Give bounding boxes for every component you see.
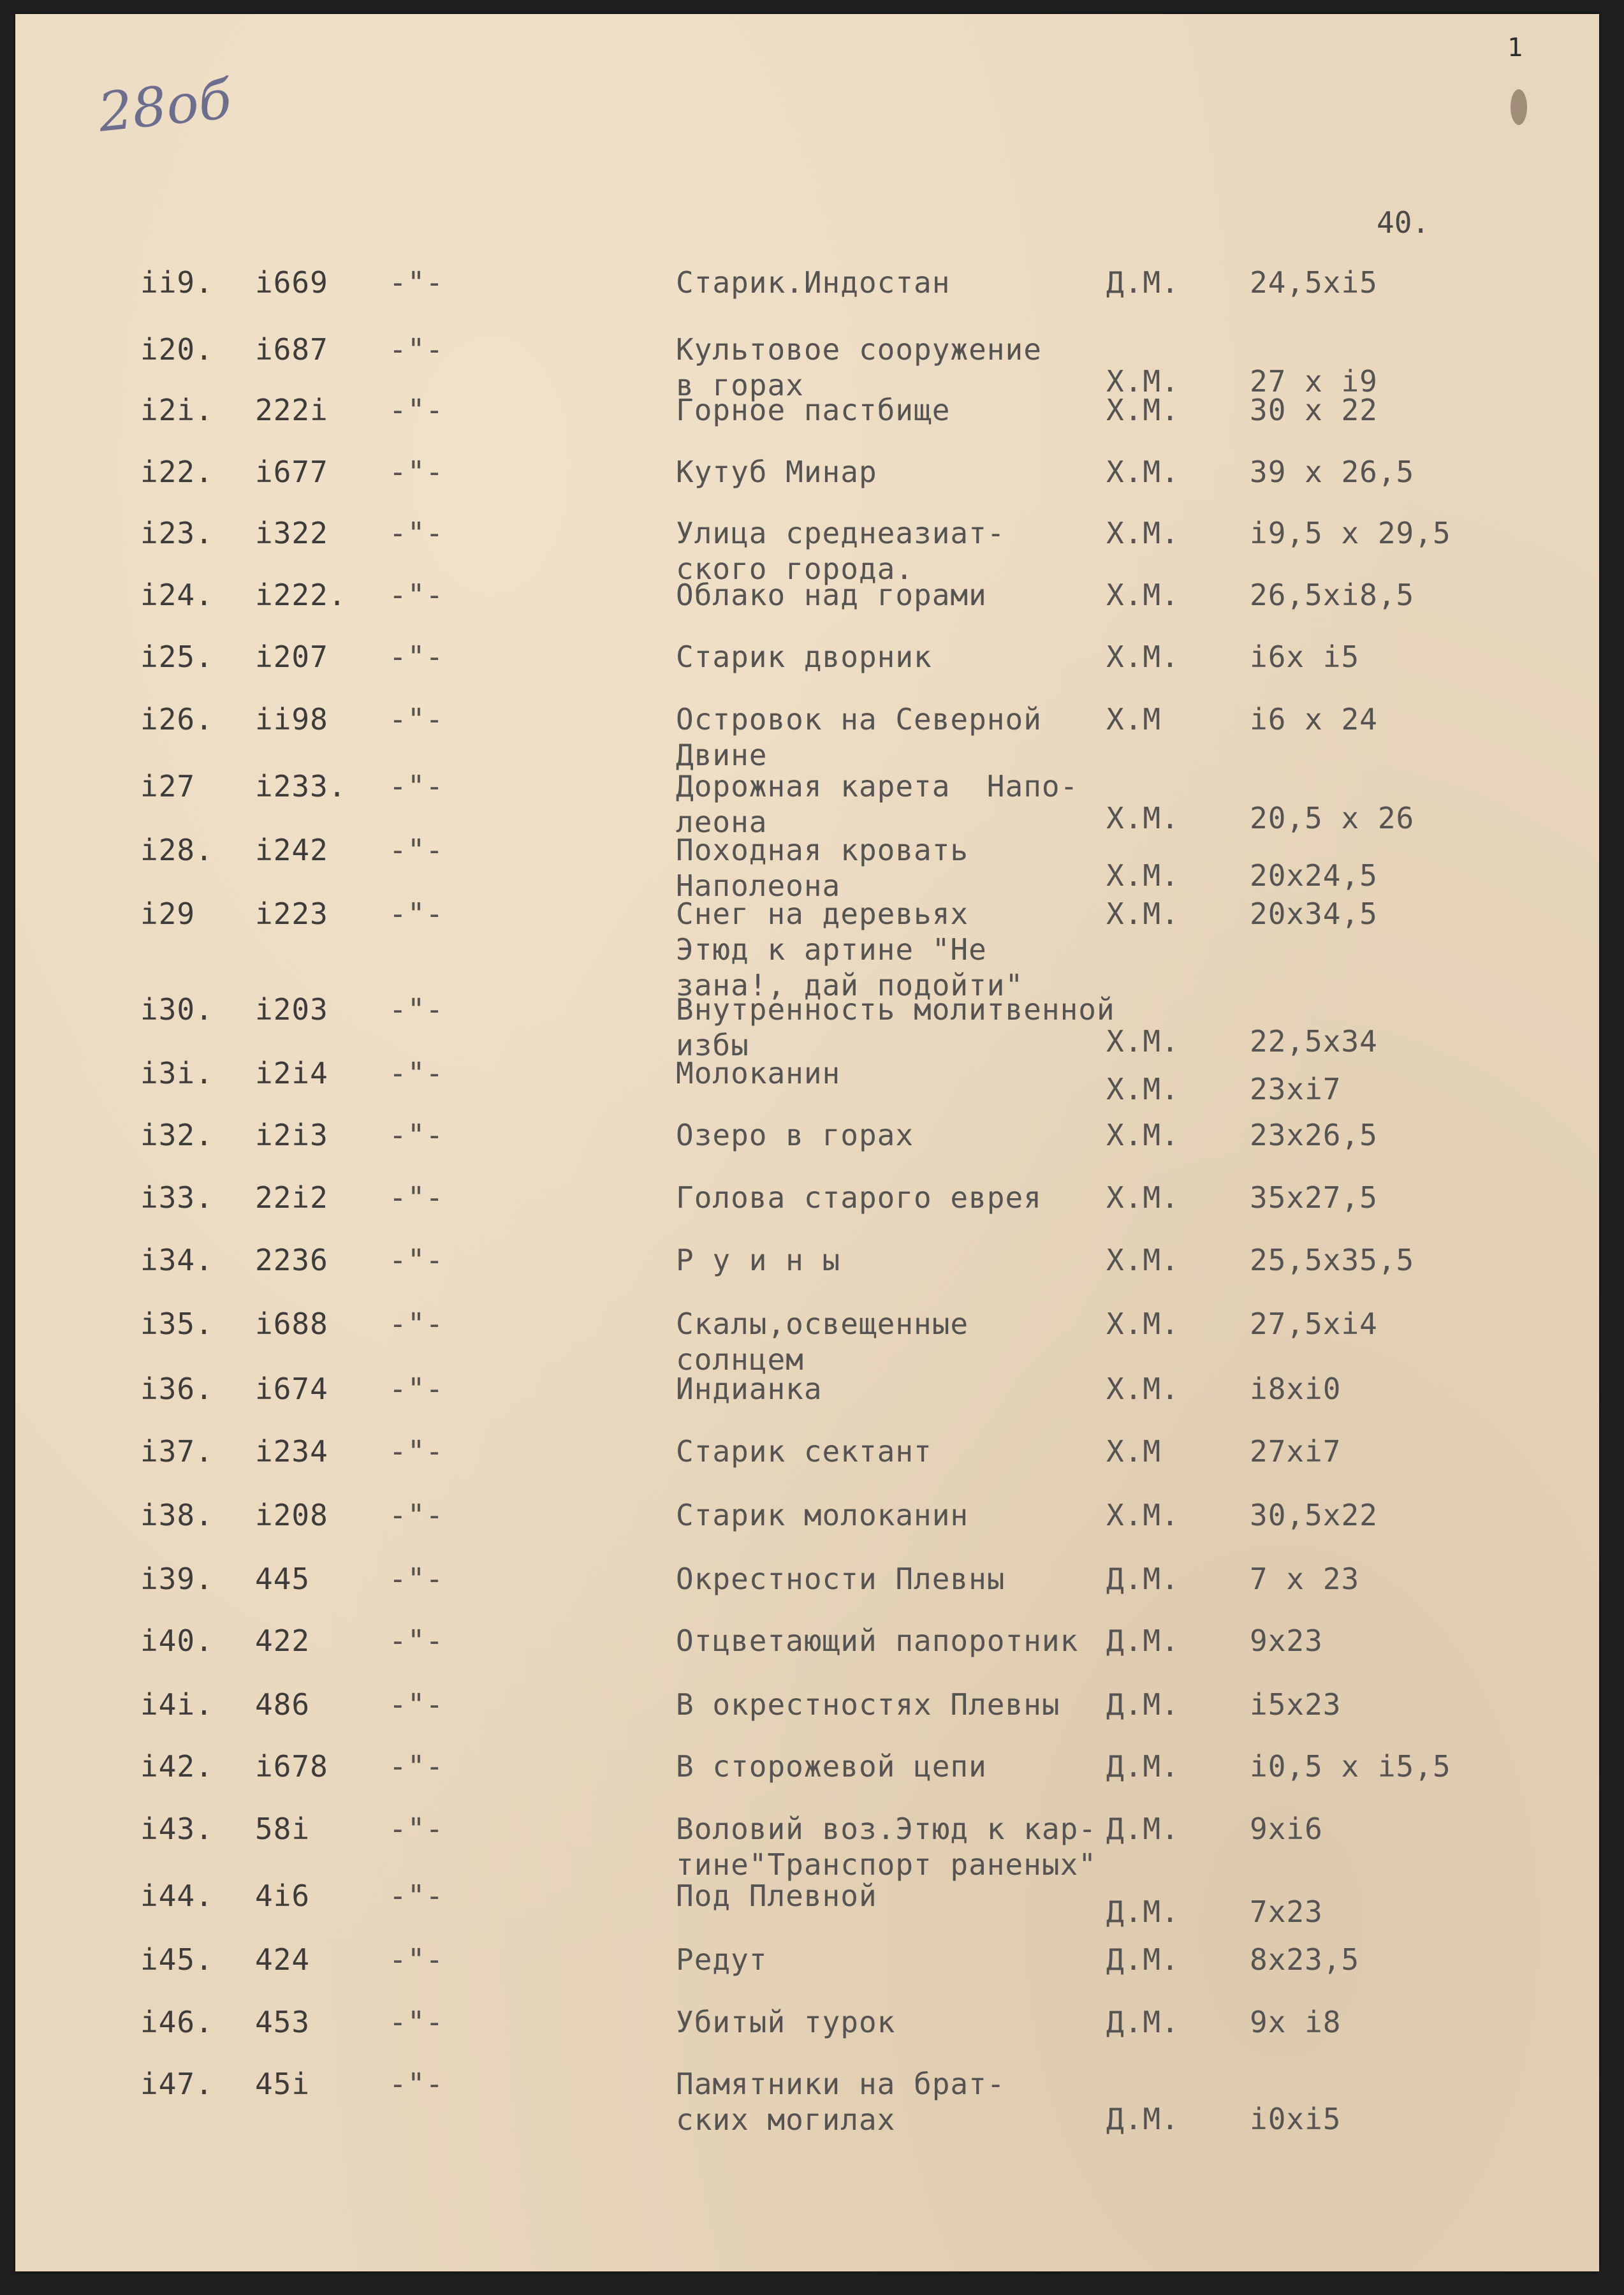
inventory-number: i678 [255, 1749, 328, 1784]
row-number: i25. [140, 640, 214, 674]
ditto-mark: -"- [389, 1307, 444, 1341]
dimensions: 27xi7 [1250, 1434, 1342, 1469]
dimensions: 24,5xi5 [1250, 265, 1378, 300]
dimensions: i0xi5 [1250, 2102, 1342, 2136]
inventory-number: 58i [255, 1812, 311, 1846]
row-number: i37. [140, 1434, 214, 1469]
row-number: i24. [140, 578, 214, 612]
technique: Х.М. [1106, 393, 1180, 427]
dimensions: 9x i8 [1250, 2005, 1342, 2039]
inventory-number: i208 [255, 1498, 328, 1532]
inventory-number: i677 [255, 455, 328, 489]
artwork-title: Внутренность молитвенной избы [676, 992, 1115, 1062]
artwork-title: Старик.Индостан [676, 265, 951, 300]
artwork-title: Старик молоканин [676, 1498, 969, 1532]
dimensions: 25,5x35,5 [1250, 1243, 1415, 1277]
inventory-number: i687 [255, 332, 328, 367]
ditto-mark: -"- [389, 992, 444, 1027]
ditto-mark: -"- [389, 265, 444, 300]
inventory-number: ii98 [255, 702, 328, 737]
artwork-title: Кутуб Минар [676, 455, 877, 489]
dimensions: 20x24,5 [1250, 858, 1378, 893]
inventory-number: i688 [255, 1307, 328, 1341]
table-row [0, 1811, 1624, 1888]
dimensions: 26,5xi8,5 [1250, 578, 1415, 612]
technique: Д.М. [1106, 2005, 1180, 2039]
technique: Х.М. [1106, 1372, 1180, 1406]
row-number: i2i. [140, 393, 214, 427]
dimensions: 20x34,5 [1250, 897, 1378, 931]
ditto-mark: -"- [389, 1562, 444, 1596]
ditto-mark: -"- [389, 332, 444, 367]
ditto-mark: -"- [389, 702, 444, 737]
technique: Х.М. [1106, 455, 1180, 489]
dimensions: 22,5x34 [1250, 1024, 1378, 1059]
ditto-mark: -"- [389, 1180, 444, 1215]
technique: Х.М. [1106, 1307, 1180, 1341]
artwork-title: Воловий воз.Этюд к кар- тине"Транспорт раненых" [676, 1812, 1097, 1882]
artwork-title: Скалы,освещенные солнцем [676, 1307, 969, 1377]
ditto-mark: -"- [389, 2005, 444, 2039]
row-number: i23. [140, 516, 214, 550]
technique: Х.М. [1106, 1180, 1180, 1215]
dimensions: 39 x 26,5 [1250, 455, 1415, 489]
ditto-mark: -"- [389, 1879, 444, 1913]
technique: Д.М. [1106, 1562, 1180, 1596]
technique: Х.М. [1106, 897, 1180, 931]
inventory-number: i322 [255, 516, 328, 550]
artwork-title: Индианка [676, 1372, 823, 1406]
inventory-number: 45i [255, 2067, 311, 2101]
row-number: i40. [140, 1624, 214, 1658]
artwork-title: В окрестностях Плевны [676, 1687, 1060, 1722]
row-number: i44. [140, 1879, 214, 1913]
inventory-number: i669 [255, 265, 328, 300]
inventory-number: i207 [255, 640, 328, 674]
technique: Д.М. [1106, 1942, 1180, 1977]
ditto-mark: -"- [389, 1624, 444, 1658]
ditto-mark: -"- [389, 1118, 444, 1152]
dimensions: i0,5 x i5,5 [1250, 1749, 1451, 1784]
ditto-mark: -"- [389, 1056, 444, 1090]
page-number: 40. [1377, 205, 1430, 240]
row-number: i28. [140, 833, 214, 867]
dimensions: 20,5 x 26 [1250, 801, 1415, 835]
row-number: i27 [140, 769, 196, 803]
technique: Д.М. [1106, 1624, 1180, 1658]
technique: Х.М. [1106, 1072, 1180, 1106]
ditto-mark: -"- [389, 516, 444, 550]
artwork-title: Озеро в горах [676, 1118, 914, 1152]
artwork-title: Памятники на брат- ских могилах [676, 2067, 1006, 2137]
row-number: i43. [140, 1812, 214, 1846]
technique: Х.М. [1106, 640, 1180, 674]
dimensions: 27 x i9 [1250, 364, 1378, 399]
artwork-title: Окрестности Плевны [676, 1562, 1006, 1596]
row-number: ii9. [140, 265, 214, 300]
technique: Х.М. [1106, 801, 1180, 835]
artwork-title: Островок на Северной Двине [676, 702, 1042, 772]
dimensions: 9xi6 [1250, 1812, 1323, 1846]
dimensions: 8x23,5 [1250, 1942, 1360, 1977]
ditto-mark: -"- [389, 1372, 444, 1406]
technique: Х.М. [1106, 858, 1180, 893]
technique: Х.М. [1106, 1498, 1180, 1532]
ditto-mark: -"- [389, 455, 444, 489]
inventory-number: 2236 [255, 1243, 328, 1277]
row-number: i47. [140, 2067, 214, 2101]
technique: Д.М. [1106, 1812, 1180, 1846]
table-row [0, 2066, 1624, 2143]
row-number: i34. [140, 1243, 214, 1277]
row-number: i39. [140, 1562, 214, 1596]
dimensions: i6x i5 [1250, 640, 1360, 674]
inventory-number: 4i6 [255, 1879, 311, 1913]
artwork-title: Голова старого еврея [676, 1180, 1042, 1215]
dimensions: 7 x 23 [1250, 1562, 1360, 1596]
row-number: i26. [140, 702, 214, 737]
artwork-title: Молоканин [676, 1056, 841, 1090]
technique: Х.М [1106, 1434, 1162, 1469]
row-number: i30. [140, 992, 214, 1027]
technique: Х.М [1106, 702, 1162, 737]
row-number: i35. [140, 1307, 214, 1341]
row-number: i42. [140, 1749, 214, 1784]
inventory-number: i222. [255, 578, 347, 612]
row-number: i33. [140, 1180, 214, 1215]
inventory-number: i2i4 [255, 1056, 328, 1090]
dimensions: i5x23 [1250, 1687, 1342, 1722]
row-number: i3i. [140, 1056, 214, 1090]
dimensions: 30,5x22 [1250, 1498, 1378, 1532]
table-row [0, 896, 1624, 1002]
ditto-mark: -"- [389, 1498, 444, 1532]
technique: Д.М. [1106, 1749, 1180, 1784]
artwork-title: Облако над горами [676, 578, 987, 612]
inventory-number: i674 [255, 1372, 328, 1406]
dimensions: 30 x 22 [1250, 393, 1378, 427]
ditto-mark: -"- [389, 640, 444, 674]
artwork-title: Старик сектант [676, 1434, 932, 1469]
artwork-title: Дорожная карета Напо- леона [676, 769, 1079, 839]
row-number: i20. [140, 332, 214, 367]
ditto-mark: -"- [389, 769, 444, 803]
artwork-title: Отцветающий папоротник [676, 1624, 1079, 1658]
technique: Х.М. [1106, 364, 1180, 399]
technique: Х.М. [1106, 1024, 1180, 1059]
inventory-number: i203 [255, 992, 328, 1027]
dimensions: i9,5 x 29,5 [1250, 516, 1451, 550]
technique: Х.М. [1106, 516, 1180, 550]
inventory-number: 424 [255, 1942, 311, 1977]
inventory-number: i2i3 [255, 1118, 328, 1152]
row-number: i36. [140, 1372, 214, 1406]
ditto-mark: -"- [389, 1243, 444, 1277]
dimensions: i6 x 24 [1250, 702, 1378, 737]
artwork-title: Походная кровать Наполеона [676, 833, 969, 903]
technique: Д.М. [1106, 1687, 1180, 1722]
dimensions: 7x23 [1250, 1895, 1323, 1929]
dimensions: i8xi0 [1250, 1372, 1342, 1406]
dimensions: 23xi7 [1250, 1072, 1342, 1106]
ditto-mark: -"- [389, 393, 444, 427]
artwork-title: Убитый турок [676, 2005, 896, 2039]
inventory-number: 422 [255, 1624, 311, 1658]
row-number: i45. [140, 1942, 214, 1977]
technique: Х.М. [1106, 578, 1180, 612]
artwork-title: Снег на деревьях Этюд к артине "Не зана!, дай подойти" [676, 897, 1024, 1002]
corner-mark: 1 [1507, 33, 1523, 62]
inventory-number: 445 [255, 1562, 311, 1596]
table-row [0, 701, 1624, 778]
dimensions: 27,5xi4 [1250, 1307, 1378, 1341]
ditto-mark: -"- [389, 1942, 444, 1977]
dimensions: 23x26,5 [1250, 1118, 1378, 1152]
technique: Х.М. [1106, 1118, 1180, 1152]
inventory-number: i233. [255, 769, 347, 803]
ditto-mark: -"- [389, 1687, 444, 1722]
technique: Д.М. [1106, 265, 1180, 300]
row-number: i38. [140, 1498, 214, 1532]
inventory-number: 22i2 [255, 1180, 328, 1215]
ditto-mark: -"- [389, 2067, 444, 2101]
dimensions: 9x23 [1250, 1624, 1323, 1658]
artwork-title: Р у и н ы [676, 1243, 841, 1277]
ditto-mark: -"- [389, 578, 444, 612]
inventory-number: i234 [255, 1434, 328, 1469]
artwork-title: Под Плевной [676, 1879, 877, 1913]
technique: Д.М. [1106, 1895, 1180, 1929]
ditto-mark: -"- [389, 897, 444, 931]
artwork-title: Горное пастбище [676, 393, 951, 427]
artwork-title: Улица среднеазиат- ского города. [676, 516, 1006, 586]
technique: Д.М. [1106, 2102, 1180, 2136]
row-number: i32. [140, 1118, 214, 1152]
artwork-title: В сторожевой цепи [676, 1749, 987, 1784]
artwork-title: Редут [676, 1942, 768, 1977]
ditto-mark: -"- [389, 1812, 444, 1846]
dimensions: 35x27,5 [1250, 1180, 1378, 1215]
inventory-number: 222i [255, 393, 328, 427]
ditto-mark: -"- [389, 833, 444, 867]
inventory-number: 453 [255, 2005, 311, 2039]
ditto-mark: -"- [389, 1749, 444, 1784]
row-number: i29 [140, 897, 196, 931]
inventory-number: i242 [255, 833, 328, 867]
table-row [0, 265, 1624, 341]
inventory-number: i223 [255, 897, 328, 931]
handwritten-folio-note: 28об [95, 68, 235, 144]
technique: Х.М. [1106, 1243, 1180, 1277]
row-number: i4i. [140, 1687, 214, 1722]
ditto-mark: -"- [389, 1434, 444, 1469]
row-number: i46. [140, 2005, 214, 2039]
inventory-number: 486 [255, 1687, 311, 1722]
artwork-title: Культовое сооружение в горах [676, 332, 1042, 402]
row-number: i22. [140, 455, 214, 489]
artwork-title: Старик дворник [676, 640, 932, 674]
